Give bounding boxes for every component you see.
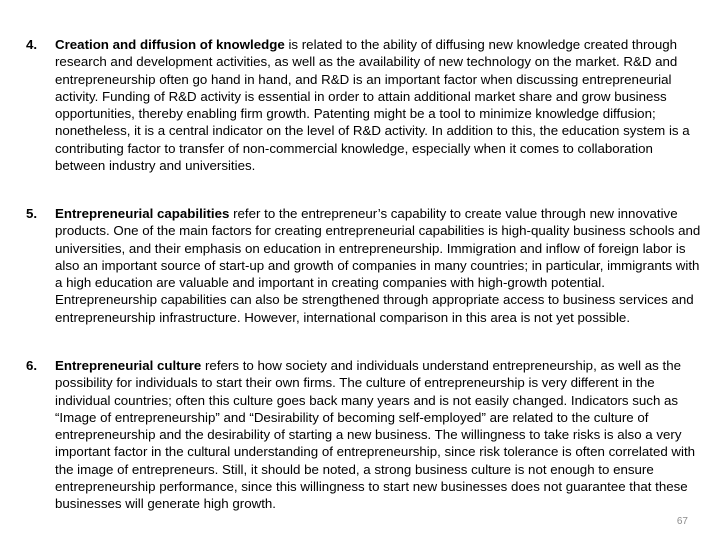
list-item-text (55, 205, 706, 326)
page-number: 67 (676, 516, 688, 527)
list-item-term: Entrepreneurial culture (55, 358, 202, 373)
list-item-body: is related to the ability of diffusing new knowledge created through research and development activities, as well as the availability of new technology on the market. R&D and entrepreneurship often go hand in hand, and R&D is an important factor when discussing entrepreneurial activity. Funding of R&D activity is essential in order to attain additional market share and grow business opportunities, thereby enabling firm growth. Patenting might be a tool to minimize knowledge diffusion; nonetheless, it is a central indicator on the level of R&D activity. In addition to this, the education system is a contributing factor to transfer of non-commercial knowledge, especially when it comes to collaboration between industry and universities. (55, 37, 690, 174)
list-item-number: 5. (26, 206, 38, 221)
list-item-creation-diffusion-knowledge (26, 36, 706, 174)
list-item-body: refers to how society and individuals understand entrepreneurship, as well as the possibility for individuals to start their own firms. The culture of entrepreneurship is very different in the individual countries; often this culture goes back many years and is not easily changed. Indicators such as “Image of entrepreneurship” and “Desirability of becoming self-employed” are related to the culture of entrepreneurship and the desirability of starting a new business. The willingness to take risks is also a very important factor in the cultural understanding of entrepreneurship, since risk tolerance is often correlated with the image of entrepreneurs. Still, it should be noted, a strong business culture is not enough to ensure entrepreneurship performance, since this willingness to start new businesses does not guarantee that these businesses will generate high growth. (55, 358, 696, 512)
list-item-number: 4. (26, 37, 38, 52)
list-item-text (55, 36, 706, 174)
list-item-entrepreneurial-capabilities (26, 205, 706, 326)
list-item-term: Entrepreneurial capabilities (55, 206, 230, 221)
list-item-body: refer to the entrepreneur’s capability to create value through new innovative products. One of the main factors for creating entrepreneurial capabilities is high-quality business schools and universities, and their emphasis on education in entrepreneurship. Immigration and inflow of foreign labor is also an important source of start-up and growth of companies in many countries; in particular, immigrants with a high education are valuable and important in creating companies with high-growth potential. Entrepreneurship capabilities can also be strengthened through appropriate access to business services and entrepreneurship infrastructure. However, international comparison in this area is not yet possible. (55, 206, 701, 325)
list-item-term: Creation and diffusion of knowledge (55, 37, 285, 52)
list-item-text (55, 357, 706, 513)
list-item-entrepreneurial-culture (26, 357, 706, 513)
list-item-number: 6. (26, 358, 38, 373)
